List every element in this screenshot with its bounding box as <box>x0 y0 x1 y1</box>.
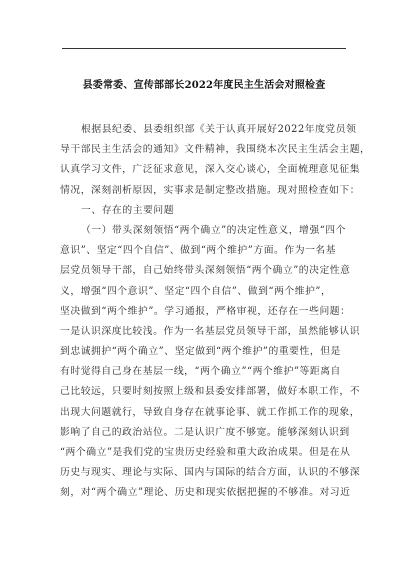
body-line: “两个确立”是我们党的宝贵历史经验和重大政治成果。但是在从 <box>60 447 351 458</box>
body-line: 影响了自己的政治站位。二是认识广度不够宽。能够深刻认识到 <box>60 426 350 438</box>
header-rule <box>62 48 346 49</box>
document-title: 县委常委、宣传部部长2022年度民主生活会对照检查 <box>82 80 326 91</box>
body-line: 出现大问题就行，导致自身存在就事论事、就工作抓工作的现象， <box>60 406 361 418</box>
body-line: 情况，深刻剖析原因，实事求是制定整改措施。现对照检查如下： <box>60 184 361 196</box>
body-line: 意识”、坚定“四个自信”、做到“两个维护”方面。作为一名基 <box>60 245 337 257</box>
body-line: 根据县纪委、县委组织部《关于认真开展好2022年度党员领 <box>81 124 357 135</box>
body-line: 己比较远，只要时刻按照上级和县委安排部署，做好本职工作，不 <box>60 386 361 398</box>
body-line: 导干部民主生活会的通知》文件精神，我围绕本次民主生活会主题， <box>60 144 371 156</box>
body-line: 有时觉得自己身在基层一线，“两个确立”“两个维护”等距离自 <box>60 366 341 378</box>
body-line: 到忠诚拥护“两个确立”、坚定做到“两个维护”的重要性，但是 <box>60 346 341 358</box>
body-line: 一是认识深度比较浅。作为一名基层党员领导干部，虽然能够认识 <box>60 325 361 337</box>
body-line: （一）带头深刻领悟“两个确立”的决定性意义，增强“四个 <box>81 224 346 236</box>
body-line: 刻，对“两个确立”理论、历史和现实依据把握的不够准。对习近 <box>60 487 351 499</box>
section-heading: 一、存在的主要问题 <box>81 204 175 216</box>
body-line: 坚决做到“两个维护”。学习通报，严格审视，还存在一些问题： <box>60 305 351 317</box>
body-line: 历史与现实、理论与实际、国内与国际的结合方面，认识的不够深 <box>60 467 361 479</box>
body-line: 层党员领导干部，自己始终带头深刻领悟“两个确立”的决定性意 <box>60 265 351 277</box>
body-line: 义，增强“四个意识”、坚定“四个自信”、做到“两个维护”， <box>60 285 332 297</box>
document-body <box>60 120 371 504</box>
body-line: 认真学习文件，广泛征求意见，深入交心谈心，全面梳理意见征集 <box>60 164 361 176</box>
